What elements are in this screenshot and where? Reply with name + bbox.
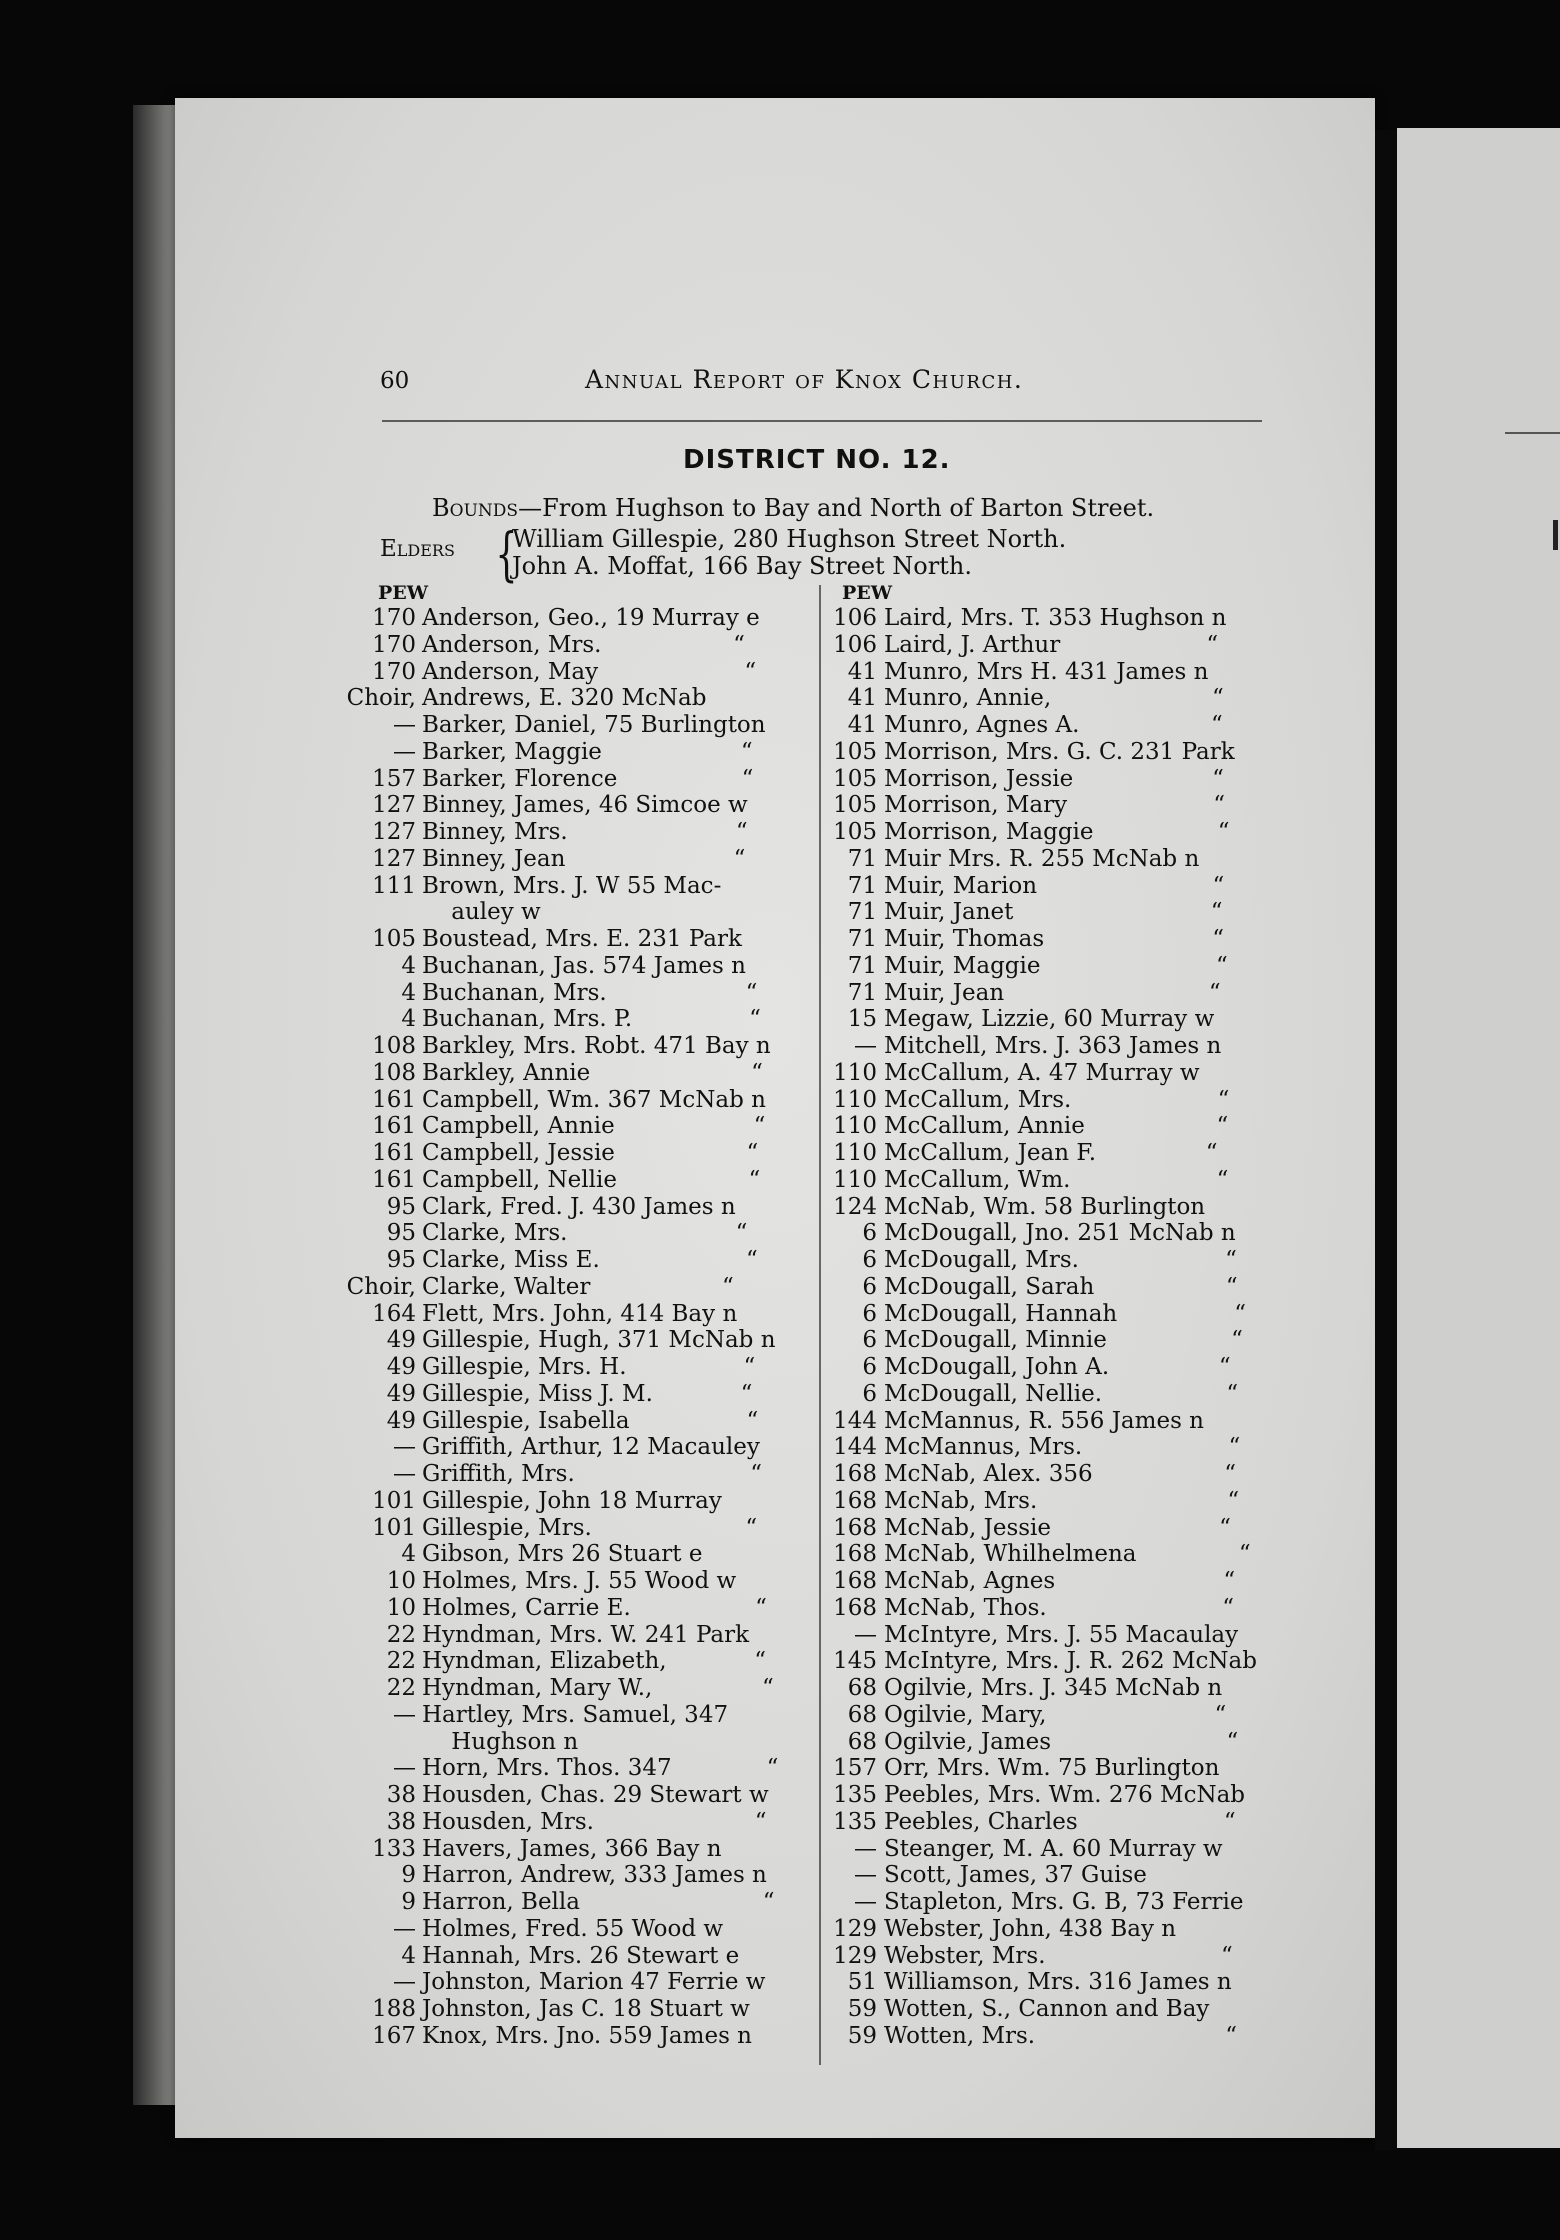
pew-number: 6 xyxy=(862,1273,877,1300)
pew-number: 6 xyxy=(862,1300,877,1327)
member-row xyxy=(0,899,1300,926)
member-row xyxy=(0,1862,1300,1889)
pew-number: — xyxy=(393,1434,416,1461)
pew-number: 68 xyxy=(847,1675,877,1701)
bounds-label: Bounds xyxy=(432,494,519,522)
pew-number: Choir, xyxy=(346,1273,416,1300)
pew-number: 127 xyxy=(372,819,416,845)
pew-number: 38 xyxy=(386,1782,416,1808)
pew-number: 68 xyxy=(847,1701,877,1728)
member-name: Clarke, Mrs. “ xyxy=(422,1220,748,1247)
member-name: Munro, Annie, “ xyxy=(884,685,1224,712)
pew-number: 105 xyxy=(833,792,877,819)
member-name: Orr, Mrs. Wm. 75 Burlington xyxy=(884,1755,1220,1782)
member-name: Johnston, Marion 47 Ferrie w xyxy=(422,1969,766,1996)
member-row xyxy=(0,1434,1300,1461)
pew-number: — xyxy=(854,1033,877,1059)
pew-number: 68 xyxy=(847,1728,877,1755)
pew-number: 110 xyxy=(833,1113,877,1140)
pew-number: 49 xyxy=(386,1380,416,1407)
member-name: Gillespie, Isabella “ xyxy=(422,1407,759,1434)
member-name: Anderson, May “ xyxy=(422,658,757,685)
member-name: McDougall, Mrs. “ xyxy=(884,1247,1237,1273)
pew-number: 95 xyxy=(386,1193,416,1220)
member-name: Munro, Agnes A. “ xyxy=(884,712,1223,738)
member-name: Knox, Mrs. Jno. 559 James n xyxy=(422,2022,752,2049)
page-number: 60 xyxy=(380,368,410,394)
pew-number: 161 xyxy=(372,1166,416,1193)
pew-number: — xyxy=(393,1755,416,1782)
member-row xyxy=(0,1916,1300,1943)
pew-number: 49 xyxy=(386,1407,416,1434)
pew-number: 6 xyxy=(862,1354,877,1380)
member-name: McNab, Jessie “ xyxy=(884,1514,1231,1541)
pew-number: 6 xyxy=(862,1220,877,1247)
pew-number: 6 xyxy=(862,1327,877,1354)
member-row xyxy=(0,685,1300,712)
pew-number: 164 xyxy=(372,1300,416,1327)
member-name: Binney, Mrs. “ xyxy=(422,819,748,845)
member-name: Clarke, Walter “ xyxy=(422,1273,734,1300)
member-row xyxy=(0,1729,1300,1756)
pew-number: 59 xyxy=(847,2022,877,2049)
member-row xyxy=(0,1943,1300,1970)
member-row xyxy=(0,659,1300,686)
member-name: Munro, Mrs H. 431 James n xyxy=(884,658,1209,685)
member-name: Harron, Andrew, 333 James n xyxy=(422,1862,767,1889)
pew-number: 10 xyxy=(386,1568,416,1594)
member-name: Barker, Florence “ xyxy=(422,765,754,792)
member-row xyxy=(0,1969,1300,1996)
pew-number: 129 xyxy=(833,1915,877,1942)
pew-number: 9 xyxy=(401,1889,416,1915)
pew-number: 15 xyxy=(847,1006,877,1033)
elder-2: John A. Moffat, 166 Bay Street North. xyxy=(512,552,972,580)
member-name: McNab, Mrs. “ xyxy=(884,1487,1240,1514)
member-name: Stapleton, Mrs. G. B, 73 Ferrie xyxy=(884,1889,1244,1915)
pew-number: 170 xyxy=(372,631,416,658)
member-name: Gillespie, Hugh, 371 McNab n xyxy=(422,1327,776,1354)
member-name: Muir, Marion “ xyxy=(884,872,1225,899)
member-name: Brown, Mrs. J. W 55 Mac- xyxy=(422,872,722,899)
member-row xyxy=(0,953,1300,980)
pew-number: 41 xyxy=(847,712,877,738)
member-row xyxy=(0,605,1300,632)
member-name: Hartley, Mrs. Samuel, 347 xyxy=(422,1701,729,1728)
pew-number: 168 xyxy=(833,1514,877,1541)
pew-number: 106 xyxy=(833,631,877,658)
member-name: Griffith, Mrs. “ xyxy=(422,1461,762,1487)
member-name: Laird, Mrs. T. 353 Hughson n xyxy=(884,605,1227,631)
member-row xyxy=(0,1033,1300,1060)
member-name: Barker, Maggie “ xyxy=(422,738,753,765)
right-member-column xyxy=(0,605,1300,2050)
pew-number: 168 xyxy=(833,1487,877,1514)
member-name: Mitchell, Mrs. J. 363 James n xyxy=(884,1033,1222,1059)
member-name: Clarke, Miss E. “ xyxy=(422,1247,758,1273)
member-name: Anderson, Geo., 19 Murray e xyxy=(422,605,760,631)
member-row xyxy=(0,2023,1300,2050)
pew-number: 108 xyxy=(372,1033,416,1059)
pew-number: 135 xyxy=(833,1782,877,1808)
pew-number: — xyxy=(393,1701,416,1728)
pew-number: 127 xyxy=(372,792,416,819)
pew-number: 129 xyxy=(833,1942,877,1969)
pew-number: — xyxy=(393,1969,416,1996)
pew-number: — xyxy=(393,738,416,765)
pew-number: 127 xyxy=(372,845,416,872)
member-name: Campbell, Nellie “ xyxy=(422,1166,761,1193)
facing-page-mark xyxy=(1553,520,1558,550)
pew-number: 4 xyxy=(401,1006,416,1033)
pew-number: — xyxy=(854,1889,877,1915)
member-name: McNab, Wm. 58 Burlington xyxy=(884,1193,1206,1220)
member-row xyxy=(0,1515,1300,1542)
member-name: Ogilvie, Mary, “ xyxy=(884,1701,1227,1728)
member-name: Gillespie, Mrs. “ xyxy=(422,1514,758,1541)
member-name: Hyndman, Mrs. W. 241 Park xyxy=(422,1621,750,1648)
member-row xyxy=(0,792,1300,819)
pew-number: 71 xyxy=(847,845,877,872)
pew-number: 168 xyxy=(833,1461,877,1487)
pew-number: 4 xyxy=(401,1541,416,1568)
member-row xyxy=(0,1809,1300,1836)
member-name: Ogilvie, Mrs. J. 345 McNab n xyxy=(884,1675,1223,1701)
member-name: Andrews, E. 320 McNab xyxy=(422,685,707,712)
pew-number: 38 xyxy=(386,1808,416,1835)
pew-number: 111 xyxy=(372,872,416,899)
member-row xyxy=(0,846,1300,873)
pew-number: 144 xyxy=(833,1407,877,1434)
pew-number: 110 xyxy=(833,1086,877,1113)
member-row xyxy=(0,739,1300,766)
member-row xyxy=(0,1541,1300,1568)
page-gutter xyxy=(1375,130,1397,2150)
member-row xyxy=(0,766,1300,793)
pew-number: 145 xyxy=(833,1648,877,1675)
pew-number: 95 xyxy=(386,1220,416,1247)
member-row xyxy=(0,712,1300,739)
pew-number: 133 xyxy=(372,1835,416,1862)
member-name: Webster, Mrs. “ xyxy=(884,1942,1233,1969)
member-row xyxy=(0,873,1300,900)
member-name: Griffith, Arthur, 12 Macauley xyxy=(422,1434,760,1461)
member-name: Buchanan, Mrs. “ xyxy=(422,979,758,1006)
pew-number: 105 xyxy=(833,738,877,765)
pew-number: — xyxy=(393,712,416,738)
pew-number: 101 xyxy=(372,1487,416,1514)
member-name: McMannus, R. 556 James n xyxy=(884,1407,1204,1434)
elders-brace: { xyxy=(495,520,518,588)
member-name: McDougall, Hannah “ xyxy=(884,1300,1246,1327)
member-row xyxy=(0,1140,1300,1167)
pew-number: — xyxy=(854,1621,877,1648)
member-name: Muir, Thomas “ xyxy=(884,926,1225,952)
member-name: Hughson n xyxy=(422,1728,579,1755)
member-row xyxy=(0,980,1300,1007)
member-name: McNab, Thos. “ xyxy=(884,1594,1234,1621)
district-bounds xyxy=(432,494,1154,522)
member-row xyxy=(0,926,1300,953)
member-name: Campbell, Jessie “ xyxy=(422,1140,759,1166)
facing-page-edge xyxy=(1397,128,1560,2148)
member-name: McDougall, Jno. 251 McNab n xyxy=(884,1220,1236,1247)
district-title: DISTRICT NO. 12. xyxy=(683,445,951,475)
member-name: Hyndman, Elizabeth, “ xyxy=(422,1648,767,1675)
member-name: Barkley, Mrs. Robt. 471 Bay n xyxy=(422,1033,771,1059)
pew-number: 157 xyxy=(833,1755,877,1782)
pew-number: 105 xyxy=(372,926,416,952)
member-row xyxy=(0,1274,1300,1301)
member-name: Morrison, Jessie “ xyxy=(884,765,1224,792)
pew-number: 101 xyxy=(372,1514,416,1541)
pew-number: 71 xyxy=(847,872,877,899)
member-name: Harron, Bella “ xyxy=(422,1889,775,1915)
member-name: McDougall, Nellie. “ xyxy=(884,1380,1239,1407)
pew-number: 4 xyxy=(401,979,416,1006)
member-name: Buchanan, Jas. 574 James n xyxy=(422,952,746,979)
member-name: Holmes, Fred. 55 Wood w xyxy=(422,1915,724,1942)
member-name: Clark, Fred. J. 430 James n xyxy=(422,1193,736,1220)
facing-page-rule xyxy=(1505,432,1560,434)
member-name: Wotten, S., Cannon and Bay xyxy=(884,1996,1210,2022)
member-name: Muir Mrs. R. 255 McNab n xyxy=(884,845,1200,872)
member-name: auley w xyxy=(422,899,541,926)
pew-number: 6 xyxy=(862,1380,877,1407)
pew-number: 168 xyxy=(833,1594,877,1621)
member-row xyxy=(0,1247,1300,1274)
pew-number: 10 xyxy=(386,1594,416,1621)
member-row xyxy=(0,1006,1300,1033)
pew-number: 4 xyxy=(401,1942,416,1969)
member-name: Housden, Chas. 29 Stewart w xyxy=(422,1782,769,1808)
pew-number: 144 xyxy=(833,1434,877,1461)
member-name: Holmes, Mrs. J. 55 Wood w xyxy=(422,1568,737,1594)
member-name: Barker, Daniel, 75 Burlington xyxy=(422,712,766,738)
member-name: McCallum, Annie “ xyxy=(884,1113,1229,1140)
pew-number: 188 xyxy=(372,1996,416,2022)
member-name: Muir, Maggie “ xyxy=(884,952,1228,979)
pew-number: 9 xyxy=(401,1862,416,1889)
member-name: McCallum, Jean F. “ xyxy=(884,1140,1218,1166)
pew-number: 110 xyxy=(833,1166,877,1193)
pew-number: 105 xyxy=(833,819,877,845)
pew-label-left: PEW xyxy=(378,582,429,604)
pew-number: 161 xyxy=(372,1140,416,1166)
member-name: Gillespie, John 18 Murray xyxy=(422,1487,722,1514)
member-name: Binney, Jean “ xyxy=(422,845,746,872)
member-name: Havers, James, 366 Bay n xyxy=(422,1835,722,1862)
member-name: McCallum, Wm. “ xyxy=(884,1166,1229,1193)
member-name: Hyndman, Mary W., “ xyxy=(422,1675,774,1701)
member-name: Steanger, M. A. 60 Murray w xyxy=(884,1835,1223,1862)
member-name: McIntyre, Mrs. J. R. 262 McNab xyxy=(884,1648,1257,1675)
pew-number: 51 xyxy=(847,1969,877,1996)
member-row xyxy=(0,1408,1300,1435)
member-name: Morrison, Mrs. G. C. 231 Park xyxy=(884,738,1235,765)
pew-number: 41 xyxy=(847,658,877,685)
pew-label-right: PEW xyxy=(842,582,893,604)
member-name: Gibson, Mrs 26 Stuart e xyxy=(422,1541,703,1568)
member-row xyxy=(0,1381,1300,1408)
member-row xyxy=(0,1087,1300,1114)
member-row xyxy=(0,632,1300,659)
member-name: Horn, Mrs. Thos. 347 “ xyxy=(422,1755,779,1782)
member-row xyxy=(0,1220,1300,1247)
pew-number: — xyxy=(393,1461,416,1487)
member-row xyxy=(0,1836,1300,1863)
pew-number: 105 xyxy=(833,765,877,792)
member-name: Morrison, Mary “ xyxy=(884,792,1226,819)
pew-number: 168 xyxy=(833,1541,877,1568)
member-name: Johnston, Jas C. 18 Stuart w xyxy=(422,1996,750,2022)
pew-number: 22 xyxy=(386,1621,416,1648)
member-name: McDougall, John A. “ xyxy=(884,1354,1231,1380)
member-name: Gillespie, Mrs. H. “ xyxy=(422,1354,756,1380)
pew-number: — xyxy=(854,1862,877,1889)
member-name: McCallum, Mrs. “ xyxy=(884,1086,1230,1113)
pew-number: 157 xyxy=(372,765,416,792)
pew-number: 71 xyxy=(847,979,877,1006)
member-row xyxy=(0,1782,1300,1809)
member-row xyxy=(0,1702,1300,1729)
pew-number: 71 xyxy=(847,926,877,952)
member-name: Campbell, Annie “ xyxy=(422,1113,766,1140)
pew-number: 4 xyxy=(401,952,416,979)
member-row xyxy=(0,819,1300,846)
member-name: Binney, James, 46 Simcoe w xyxy=(422,792,748,819)
member-name: Peebles, Mrs. Wm. 276 McNab xyxy=(884,1782,1246,1808)
pew-number: 161 xyxy=(372,1086,416,1113)
member-row xyxy=(0,1648,1300,1675)
pew-number: 110 xyxy=(833,1140,877,1166)
member-name: Campbell, Wm. 367 McNab n xyxy=(422,1086,766,1113)
member-name: Peebles, Charles “ xyxy=(884,1808,1236,1835)
member-name: Barkley, Annie “ xyxy=(422,1059,763,1086)
pew-number: 170 xyxy=(372,605,416,631)
member-row xyxy=(0,1301,1300,1328)
pew-number: 41 xyxy=(847,685,877,712)
member-row xyxy=(0,1622,1300,1649)
member-row xyxy=(0,1060,1300,1087)
member-name: Scott, James, 37 Guise xyxy=(884,1862,1147,1889)
member-row xyxy=(0,1461,1300,1488)
member-name: Anderson, Mrs. “ xyxy=(422,631,745,658)
member-row xyxy=(0,1889,1300,1916)
pew-number: 22 xyxy=(386,1648,416,1675)
member-row xyxy=(0,1996,1300,2023)
bounds-text: —From Hughson to Bay and North of Barton Street. xyxy=(518,494,1155,522)
pew-number: — xyxy=(393,1915,416,1942)
member-name: Laird, J. Arthur “ xyxy=(884,631,1219,658)
pew-number: 108 xyxy=(372,1059,416,1086)
pew-number: 168 xyxy=(833,1568,877,1594)
member-name: McMannus, Mrs. “ xyxy=(884,1434,1241,1461)
pew-number: 124 xyxy=(833,1193,877,1220)
member-name: Gillespie, Miss J. M. “ xyxy=(422,1380,753,1407)
member-name: McCallum, A. 47 Murray w xyxy=(884,1059,1200,1086)
member-row xyxy=(0,1568,1300,1595)
member-row xyxy=(0,1354,1300,1381)
member-row xyxy=(0,1675,1300,1702)
member-name: Holmes, Carrie E. “ xyxy=(422,1594,767,1621)
header-rule xyxy=(382,420,1262,422)
pew-number: Choir, xyxy=(346,685,416,712)
member-name: McDougall, Minnie “ xyxy=(884,1327,1243,1354)
pew-number: 161 xyxy=(372,1113,416,1140)
member-name: Hannah, Mrs. 26 Stewart e xyxy=(422,1942,740,1969)
member-name: McNab, Alex. 356 “ xyxy=(884,1461,1237,1487)
elders-label: Elders xyxy=(380,536,455,562)
member-row xyxy=(0,1755,1300,1782)
member-name: McIntyre, Mrs. J. 55 Macaulay xyxy=(884,1621,1239,1648)
member-name: Housden, Mrs. “ xyxy=(422,1808,767,1835)
member-name: McDougall, Sarah “ xyxy=(884,1273,1238,1300)
pew-number: 49 xyxy=(386,1327,416,1354)
member-name: Megaw, Lizzie, 60 Murray w xyxy=(884,1006,1215,1033)
member-name: McNab, Agnes “ xyxy=(884,1568,1236,1594)
member-row xyxy=(0,1167,1300,1194)
pew-number: 167 xyxy=(372,2022,416,2049)
pew-number: — xyxy=(854,1835,877,1862)
member-name: Muir, Janet “ xyxy=(884,899,1223,926)
pew-number: 49 xyxy=(386,1354,416,1380)
pew-number: 110 xyxy=(833,1059,877,1086)
pew-number: 106 xyxy=(833,605,877,631)
member-name: Boustead, Mrs. E. 231 Park xyxy=(422,926,742,952)
member-name: McNab, Whilhelmena “ xyxy=(884,1541,1251,1568)
pew-number: 135 xyxy=(833,1808,877,1835)
member-name: Muir, Jean “ xyxy=(884,979,1221,1006)
member-name: Morrison, Maggie “ xyxy=(884,819,1230,845)
member-name: Ogilvie, James “ xyxy=(884,1728,1239,1755)
member-row xyxy=(0,1327,1300,1354)
member-row xyxy=(0,1595,1300,1622)
running-title: Annual Report of Knox Church. xyxy=(585,365,1024,394)
member-name: Wotten, Mrs. “ xyxy=(884,2022,1237,2049)
member-name: Flett, Mrs. John, 414 Bay n xyxy=(422,1300,738,1327)
pew-number: 71 xyxy=(847,899,877,926)
pew-number: 71 xyxy=(847,952,877,979)
member-name: Buchanan, Mrs. P. “ xyxy=(422,1006,761,1033)
pew-number: 22 xyxy=(386,1675,416,1701)
pew-number: 95 xyxy=(386,1247,416,1273)
member-row xyxy=(0,1113,1300,1140)
member-name: Williamson, Mrs. 316 James n xyxy=(884,1969,1232,1996)
pew-number: 170 xyxy=(372,658,416,685)
member-row xyxy=(0,1194,1300,1221)
pew-number: 59 xyxy=(847,1996,877,2022)
member-name: Webster, John, 438 Bay n xyxy=(884,1915,1177,1942)
elder-1: William Gillespie, 280 Hughson Street North. xyxy=(512,525,1067,553)
pew-number: 6 xyxy=(862,1247,877,1273)
member-row xyxy=(0,1488,1300,1515)
